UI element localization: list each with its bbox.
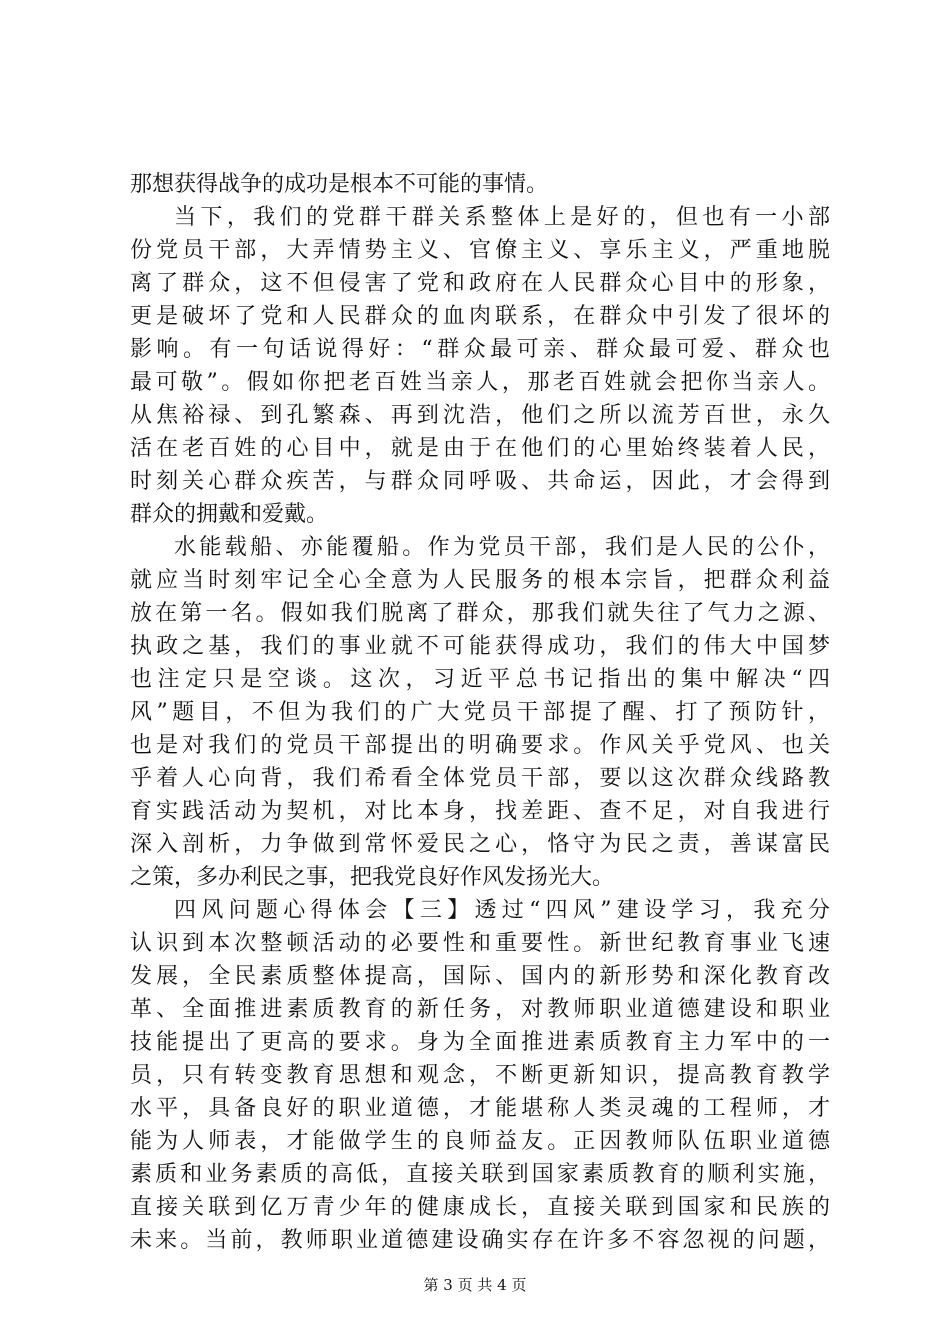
text-line: 能为人师表，才能做学生的良师益友。正因教师队伍职业道德 [130, 1129, 830, 1154]
text-line: 育实践活动为契机，对比本身，找差距、查不足，对自我进行 [130, 799, 830, 824]
text-line: 就应当时刻牢记全心全意为人民服务的根本宗旨，把群众利益 [130, 568, 830, 593]
text-line: 也注定只是空谈。这次，习近平总书记指出的集中解决“四 [130, 667, 830, 692]
text-line: 份党员干部，大弄情势主义、官僚主义、享乐主义，严重地脱 [130, 238, 830, 263]
paragraph-start-line: 当下，我们的党群干群关系整体上是好的，但也有一小部 [174, 205, 830, 230]
text-line: 革、全面推进素质教育的新任务，对教师职业道德建设和职业 [130, 997, 830, 1022]
text-line: 水平，具备良好的职业道德，才能堪称人类灵魂的工程师，才 [130, 1096, 830, 1121]
text-line: 风”题目，不但为我们的广大党员干部提了醒、打了预防针， [130, 700, 830, 725]
text-line: 影响。有一句话说得好：“群众最可亲、群众最可爱、群众也 [130, 337, 830, 362]
text-line: 群众的拥戴和爱戴。 [130, 502, 329, 527]
text-line: 执政之基，我们的事业就不可能获得成功，我们的伟大中国梦 [130, 634, 830, 659]
text-line: 更是破坏了党和人民群众的血肉联系，在群众中引发了很坏的 [130, 304, 830, 329]
text-line: 最可敬”。假如你把老百姓当亲人，那老百姓就会把你当亲人。 [130, 370, 830, 395]
text-line: 也是对我们的党员干部提出的明确要求。作风关乎党风、也关 [130, 733, 830, 758]
text-line: 深入剖析，力争做到常怀爱民之心，恪守为民之责，善谋富民 [130, 832, 830, 857]
text-line: 那想获得战争的成功是根本不可能的事情。 [130, 172, 549, 197]
text-line: 从焦裕禄、到孔繁森、再到沈浩，他们之所以流芳百世，永久 [130, 403, 830, 428]
paragraph-start-line: 水能载船、亦能覆船。作为党员干部，我们是人民的公仆， [174, 535, 830, 560]
text-line: 时刻关心群众疾苦，与群众同呼吸、共命运，因此，才会得到 [130, 469, 830, 494]
text-line: 素质和业务素质的高低，直接关联到国家素质教育的顺利实施， [130, 1162, 830, 1187]
document-body [130, 168, 830, 1257]
paragraph-start-line: 四风问题心得体会【三】透过“四风”建设学习，我充分 [174, 898, 830, 923]
text-line: 放在第一名。假如我们脱离了群众，那我们就失往了气力之源、 [130, 601, 830, 626]
text-line: 离了群众，这不但侵害了党和政府在人民群众心目中的形象， [130, 271, 830, 296]
text-line: 乎着人心向背，我们希看全体党员干部，要以这次群众线路教 [130, 766, 830, 791]
text-line: 员，只有转变教育思想和观念，不断更新知识，提高教育教学 [130, 1063, 830, 1088]
page-number-footer: 第 3 页 共 4 页 [423, 1276, 527, 1294]
text-line: 之策，多办利民之事，把我党良好作风发扬光大。 [130, 865, 615, 890]
text-line: 直接关联到亿万青少年的健康成长，直接关联到国家和民族的 [130, 1195, 830, 1220]
text-line: 认识到本次整顿活动的必要性和重要性。新世纪教育事业飞速 [130, 931, 830, 956]
text-line: 发展，全民素质整体提高，国际、国内的新形势和深化教育改 [130, 964, 830, 989]
text-line: 未来。当前，教师职业道德建设确实存在许多不容忽视的问题， [130, 1228, 830, 1253]
text-line: 技能提出了更高的要求。身为全面推进素质教育主力军中的一 [130, 1030, 830, 1055]
text-line: 活在老百姓的心目中，就是由于在他们的心里始终装着人民， [130, 436, 830, 461]
